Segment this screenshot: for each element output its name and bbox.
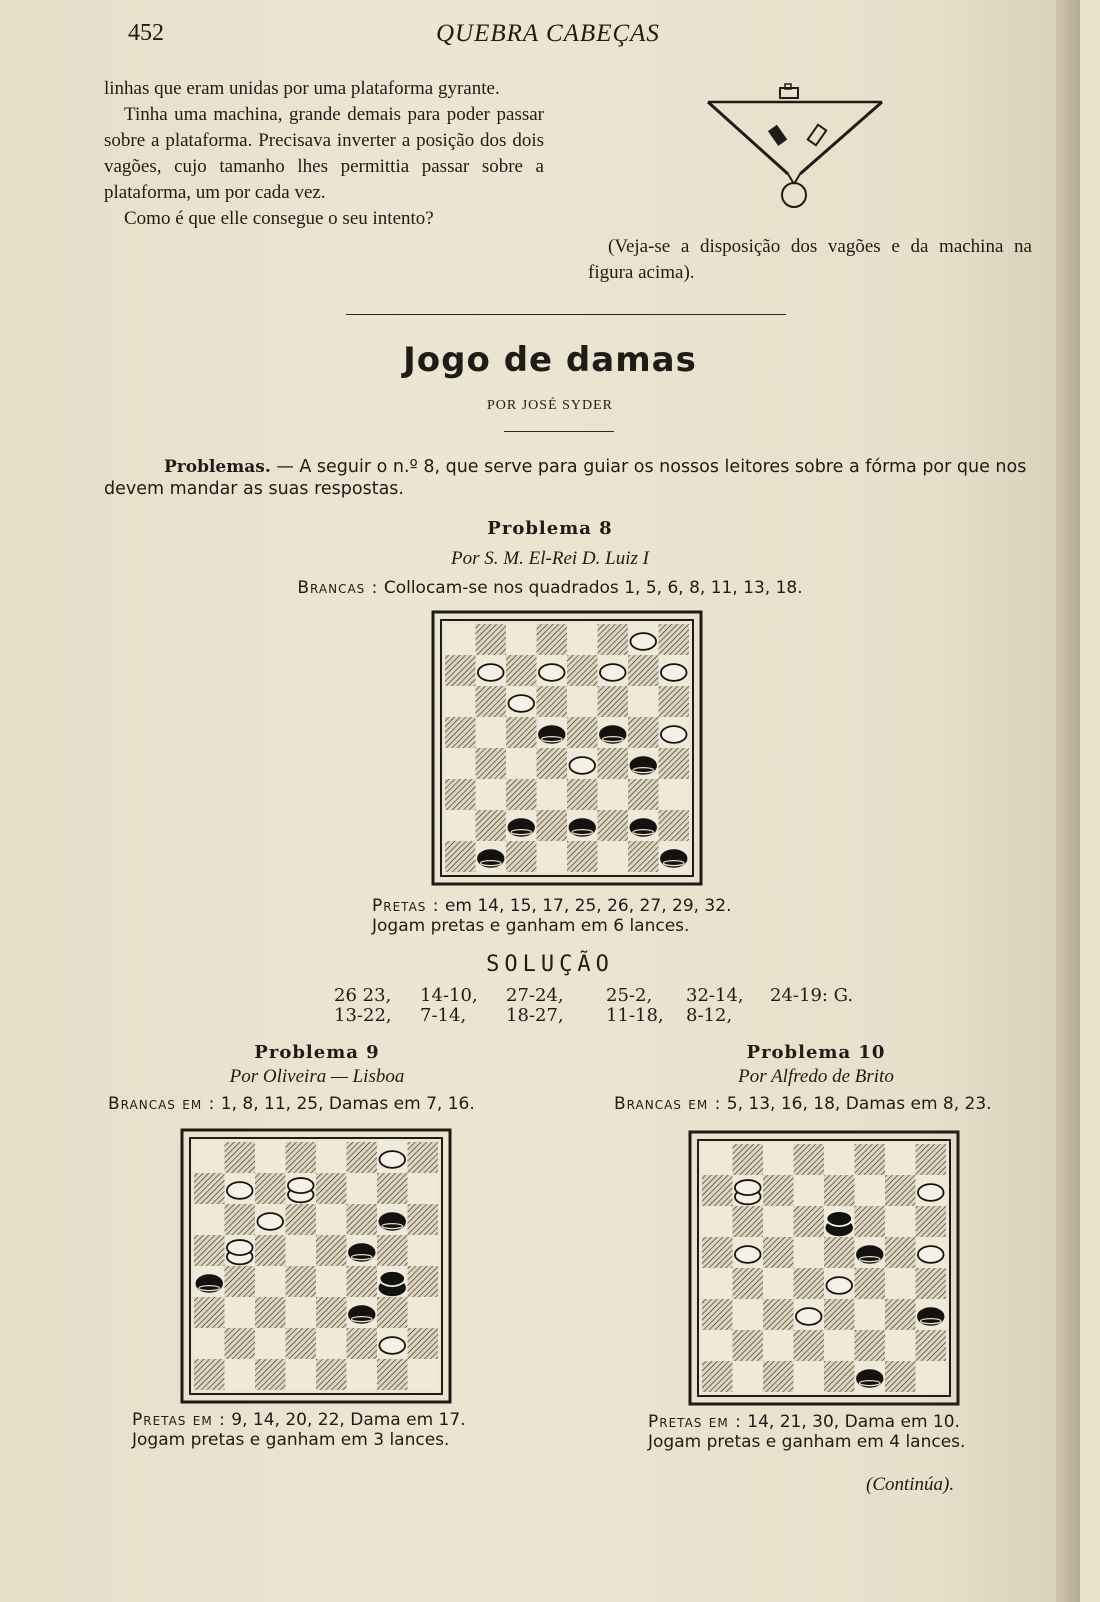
move: 25-2, — [606, 985, 653, 1006]
light-square — [567, 686, 598, 717]
dark-square — [347, 1142, 378, 1173]
light-square — [794, 1237, 825, 1268]
dark-square — [598, 748, 629, 779]
light-square — [445, 810, 476, 841]
dark-square — [628, 655, 659, 686]
dark-square — [916, 1268, 947, 1299]
white-piece — [508, 695, 534, 712]
whites-label: Brancas : — [297, 578, 379, 598]
dark-square — [702, 1175, 733, 1206]
dark-square — [702, 1237, 733, 1268]
problem-9-author: Por Oliveira — Lisboa — [229, 1066, 405, 1087]
turntable-figure — [700, 78, 890, 214]
dark-square — [733, 1268, 764, 1299]
light-square — [824, 1330, 855, 1361]
dark-square — [286, 1204, 317, 1235]
dark-square — [916, 1144, 947, 1175]
section-divider — [346, 314, 786, 315]
dark-square — [763, 1175, 794, 1206]
dark-square — [225, 1328, 256, 1359]
light-square — [445, 748, 476, 779]
dark-square — [445, 779, 476, 810]
black-piece — [569, 819, 595, 836]
dark-square — [659, 686, 690, 717]
light-square — [794, 1175, 825, 1206]
dark-square — [567, 841, 598, 872]
whites-squares: 5, 13, 16, 18, Damas em 8, 23. — [726, 1094, 992, 1114]
intro-line-1: linhas que eram unidas por uma plataforma gyrante. — [104, 78, 500, 99]
light-square — [885, 1268, 916, 1299]
move: 18-27, — [506, 1005, 564, 1026]
blacks-label: Pretas em : — [132, 1410, 226, 1430]
light-square — [347, 1359, 378, 1390]
blacks-squares: em 14, 15, 17, 25, 26, 27, 29, 32. — [444, 896, 732, 916]
black-piece — [857, 1246, 883, 1263]
dark-square — [628, 841, 659, 872]
problem-9-heading: Problema 9 — [254, 1042, 380, 1063]
dark-square — [476, 686, 507, 717]
dark-square — [194, 1235, 225, 1266]
light-square — [598, 779, 629, 810]
section-byline: POR JOSÉ SYDER — [486, 398, 614, 413]
dark-square — [885, 1175, 916, 1206]
dark-square — [347, 1266, 378, 1297]
light-square — [885, 1330, 916, 1361]
problem-8-result: Jogam pretas e ganham em 6 lances. — [372, 916, 690, 936]
light-square — [347, 1173, 378, 1204]
intro-line-2: Tinha uma machina, grande demais para poder passar sobre a plataforma. Precisava inverter a posição dos dois vagões, cujo tamanho lhes permittia passar sobre a plataforma, um por cada vez. — [104, 104, 544, 203]
dark-square — [347, 1328, 378, 1359]
light-square — [255, 1328, 286, 1359]
problem-8-blacks — [372, 896, 731, 936]
problem-9-result: Jogam pretas e ganham em 3 lances. — [132, 1430, 450, 1450]
blacks-squares: 14, 21, 30, Dama em 10. — [747, 1412, 960, 1432]
black-piece — [857, 1370, 883, 1387]
solution-title: SOLUÇÃO — [486, 952, 614, 977]
light-square — [476, 717, 507, 748]
light-square — [445, 686, 476, 717]
move: 24-19: G. — [770, 985, 854, 1006]
dark-square — [855, 1206, 886, 1237]
move: 8-12, — [686, 1005, 733, 1026]
blacks-label: Pretas em : — [648, 1412, 742, 1432]
light-square — [733, 1361, 764, 1392]
move: 26 23, — [334, 985, 392, 1006]
black-piece — [630, 757, 656, 774]
dark-square — [885, 1299, 916, 1330]
dark-square — [316, 1173, 347, 1204]
move: 7-14, — [420, 1005, 467, 1026]
black-piece — [349, 1306, 375, 1323]
dark-square — [445, 655, 476, 686]
dark-square — [794, 1206, 825, 1237]
running-title: QUEBRA CABEÇAS — [436, 20, 660, 47]
move: 11-18, — [606, 1005, 664, 1026]
solution-moves — [334, 986, 854, 1026]
dark-square — [286, 1266, 317, 1297]
white-piece — [569, 757, 595, 774]
dark-square — [598, 686, 629, 717]
black-piece — [630, 819, 656, 836]
light-square — [445, 624, 476, 655]
problems-lead-label: Problemas. — [164, 457, 271, 477]
white-piece — [630, 633, 656, 650]
dark-square — [537, 686, 568, 717]
dark-square — [194, 1359, 225, 1390]
dark-square — [855, 1268, 886, 1299]
white-piece — [539, 664, 565, 681]
dark-square — [445, 717, 476, 748]
dark-square — [824, 1299, 855, 1330]
light-square — [194, 1204, 225, 1235]
dark-square — [824, 1361, 855, 1392]
dark-square — [763, 1237, 794, 1268]
problem-8-board — [431, 610, 703, 886]
dark-square — [659, 624, 690, 655]
dark-square — [659, 748, 690, 779]
black-piece — [196, 1275, 222, 1292]
white-king — [735, 1180, 761, 1204]
light-square — [286, 1359, 317, 1390]
dark-square — [763, 1299, 794, 1330]
wagon-white — [808, 125, 827, 145]
dark-square — [408, 1204, 439, 1235]
whites-label: Brancas em : — [108, 1094, 216, 1114]
light-square — [506, 624, 537, 655]
light-square — [225, 1359, 256, 1390]
move: 27-24, — [506, 985, 564, 1006]
intro-line-3: Como é que elle consegue o seu intento? — [124, 208, 434, 229]
problem-10-board — [688, 1130, 960, 1406]
dark-square — [316, 1235, 347, 1266]
figure-caption-text: (Veja-se a disposição dos vagões e da machina na figura acima). — [588, 236, 1032, 283]
dark-square — [316, 1359, 347, 1390]
dark-square — [255, 1235, 286, 1266]
dark-square — [316, 1297, 347, 1328]
dark-square — [628, 779, 659, 810]
black-piece — [478, 850, 504, 867]
light-square — [702, 1330, 733, 1361]
problem-8-whites — [0, 578, 1100, 598]
dark-square — [476, 624, 507, 655]
light-square — [194, 1328, 225, 1359]
dark-square — [855, 1144, 886, 1175]
black-piece — [349, 1244, 375, 1261]
white-piece — [661, 664, 687, 681]
dark-square — [255, 1297, 286, 1328]
intro-text — [104, 76, 544, 232]
dark-square — [476, 810, 507, 841]
light-square — [537, 841, 568, 872]
continua-note: (Continúa). — [866, 1474, 955, 1495]
dark-square — [408, 1142, 439, 1173]
light-square — [255, 1142, 286, 1173]
dark-square — [885, 1237, 916, 1268]
white-piece — [379, 1151, 405, 1168]
dark-square — [445, 841, 476, 872]
light-square — [537, 779, 568, 810]
light-square — [885, 1206, 916, 1237]
dark-square — [702, 1299, 733, 1330]
dark-square — [628, 717, 659, 748]
problem-10-author: Por Alfredo de Brito — [738, 1066, 894, 1087]
page-gutter-shadow — [1056, 0, 1080, 1602]
move: 32-14, — [686, 985, 744, 1006]
problem-8-heading: Problema 8 — [487, 518, 613, 539]
white-piece — [600, 664, 626, 681]
light-square — [255, 1266, 286, 1297]
problem-10-heading: Problema 10 — [746, 1042, 886, 1063]
dark-square — [408, 1266, 439, 1297]
problem-10-whites — [614, 1094, 992, 1114]
light-square — [408, 1359, 439, 1390]
dark-square — [377, 1235, 408, 1266]
light-square — [408, 1173, 439, 1204]
whites-squares: 1, 8, 11, 25, Damas em 7, 16. — [220, 1094, 475, 1114]
turntable-circle — [782, 183, 806, 207]
white-king — [227, 1240, 253, 1264]
dark-square — [567, 655, 598, 686]
white-piece — [735, 1246, 761, 1263]
problem-9-blacks — [132, 1410, 466, 1450]
light-square — [476, 779, 507, 810]
solution-row-2 — [334, 1006, 854, 1026]
move: 14-10, — [420, 985, 478, 1006]
dark-square — [255, 1359, 286, 1390]
light-square — [824, 1144, 855, 1175]
light-square — [225, 1297, 256, 1328]
whites-label: Brancas em : — [614, 1094, 722, 1114]
dark-square — [916, 1330, 947, 1361]
light-square — [408, 1235, 439, 1266]
problems-intro-paragraph — [104, 456, 1034, 500]
white-piece — [826, 1277, 852, 1294]
black-piece — [600, 726, 626, 743]
dark-square — [702, 1361, 733, 1392]
white-piece — [257, 1213, 283, 1230]
dark-square — [506, 841, 537, 872]
dark-square — [506, 717, 537, 748]
white-piece — [918, 1246, 944, 1263]
black-piece — [539, 726, 565, 743]
light-square — [702, 1206, 733, 1237]
black-piece — [508, 819, 534, 836]
dark-square — [537, 624, 568, 655]
dark-square — [377, 1359, 408, 1390]
dark-square — [225, 1142, 256, 1173]
dark-square — [916, 1206, 947, 1237]
white-piece — [379, 1337, 405, 1354]
problem-9-whites — [108, 1094, 475, 1114]
black-piece — [661, 850, 687, 867]
light-square — [628, 686, 659, 717]
black-king — [826, 1211, 852, 1235]
light-square — [598, 841, 629, 872]
dark-square — [506, 779, 537, 810]
dark-square — [225, 1204, 256, 1235]
light-square — [763, 1144, 794, 1175]
figure-caption — [588, 234, 1032, 286]
dark-square — [567, 779, 598, 810]
problem-10-blacks — [648, 1412, 965, 1452]
dark-square — [824, 1237, 855, 1268]
solution-row-1 — [334, 986, 854, 1006]
blacks-label: Pretas : — [372, 896, 440, 916]
dark-square — [885, 1361, 916, 1392]
light-square — [763, 1268, 794, 1299]
dark-square — [408, 1328, 439, 1359]
dark-square — [794, 1144, 825, 1175]
light-square — [316, 1204, 347, 1235]
dark-square — [286, 1328, 317, 1359]
dark-square — [824, 1175, 855, 1206]
section-title: Jogo de damas — [403, 340, 697, 380]
dark-square — [537, 810, 568, 841]
dark-square — [225, 1266, 256, 1297]
white-piece — [478, 664, 504, 681]
light-square — [286, 1235, 317, 1266]
dark-square — [537, 748, 568, 779]
dark-square — [794, 1268, 825, 1299]
dark-square — [347, 1204, 378, 1235]
wagon-black — [768, 125, 787, 146]
white-piece — [661, 726, 687, 743]
light-square — [702, 1268, 733, 1299]
light-square — [916, 1361, 947, 1392]
problem-8-author: Por S. M. El-Rei D. Luiz I — [451, 548, 649, 569]
dark-square — [377, 1173, 408, 1204]
light-square — [702, 1144, 733, 1175]
light-square — [506, 748, 537, 779]
light-square — [567, 624, 598, 655]
white-piece — [796, 1308, 822, 1325]
dark-square — [567, 717, 598, 748]
light-square — [885, 1144, 916, 1175]
light-square — [855, 1175, 886, 1206]
light-square — [763, 1330, 794, 1361]
black-piece — [379, 1213, 405, 1230]
black-piece — [918, 1308, 944, 1325]
white-king — [288, 1178, 314, 1202]
dark-square — [733, 1330, 764, 1361]
dark-square — [659, 810, 690, 841]
page-number: 452 — [128, 20, 164, 46]
dark-square — [733, 1206, 764, 1237]
light-square — [794, 1361, 825, 1392]
light-square — [286, 1297, 317, 1328]
light-square — [194, 1142, 225, 1173]
dark-square — [476, 748, 507, 779]
dark-square — [194, 1173, 225, 1204]
dark-square — [855, 1330, 886, 1361]
white-piece — [918, 1184, 944, 1201]
dark-square — [377, 1297, 408, 1328]
light-square — [408, 1297, 439, 1328]
light-square — [659, 779, 690, 810]
light-square — [316, 1142, 347, 1173]
dark-square — [598, 624, 629, 655]
dark-square — [794, 1330, 825, 1361]
problems-lead-text: — A seguir o n.º 8, que serve para guiar os nossos leitores sobre a fórma por que nos devem mandar as suas respostas. — [104, 457, 1027, 499]
dark-square — [598, 810, 629, 841]
problem-9-board — [180, 1128, 452, 1404]
dark-square — [286, 1142, 317, 1173]
light-square — [316, 1328, 347, 1359]
dark-square — [506, 655, 537, 686]
white-piece — [227, 1182, 253, 1199]
move: 13-22, — [334, 1005, 392, 1026]
light-square — [763, 1206, 794, 1237]
light-square — [855, 1299, 886, 1330]
dark-square — [733, 1144, 764, 1175]
dark-square — [194, 1297, 225, 1328]
black-king — [379, 1271, 405, 1295]
light-square — [733, 1299, 764, 1330]
whites-squares: Collocam-se nos quadrados 1, 5, 6, 8, 11, 13, 18. — [383, 578, 803, 598]
light-square — [316, 1266, 347, 1297]
blacks-squares: 9, 14, 20, 22, Dama em 17. — [231, 1410, 466, 1430]
problem-10-result: Jogam pretas e ganham em 4 lances. — [648, 1432, 966, 1452]
dark-square — [255, 1173, 286, 1204]
byline-rule — [504, 431, 614, 432]
dark-square — [763, 1361, 794, 1392]
